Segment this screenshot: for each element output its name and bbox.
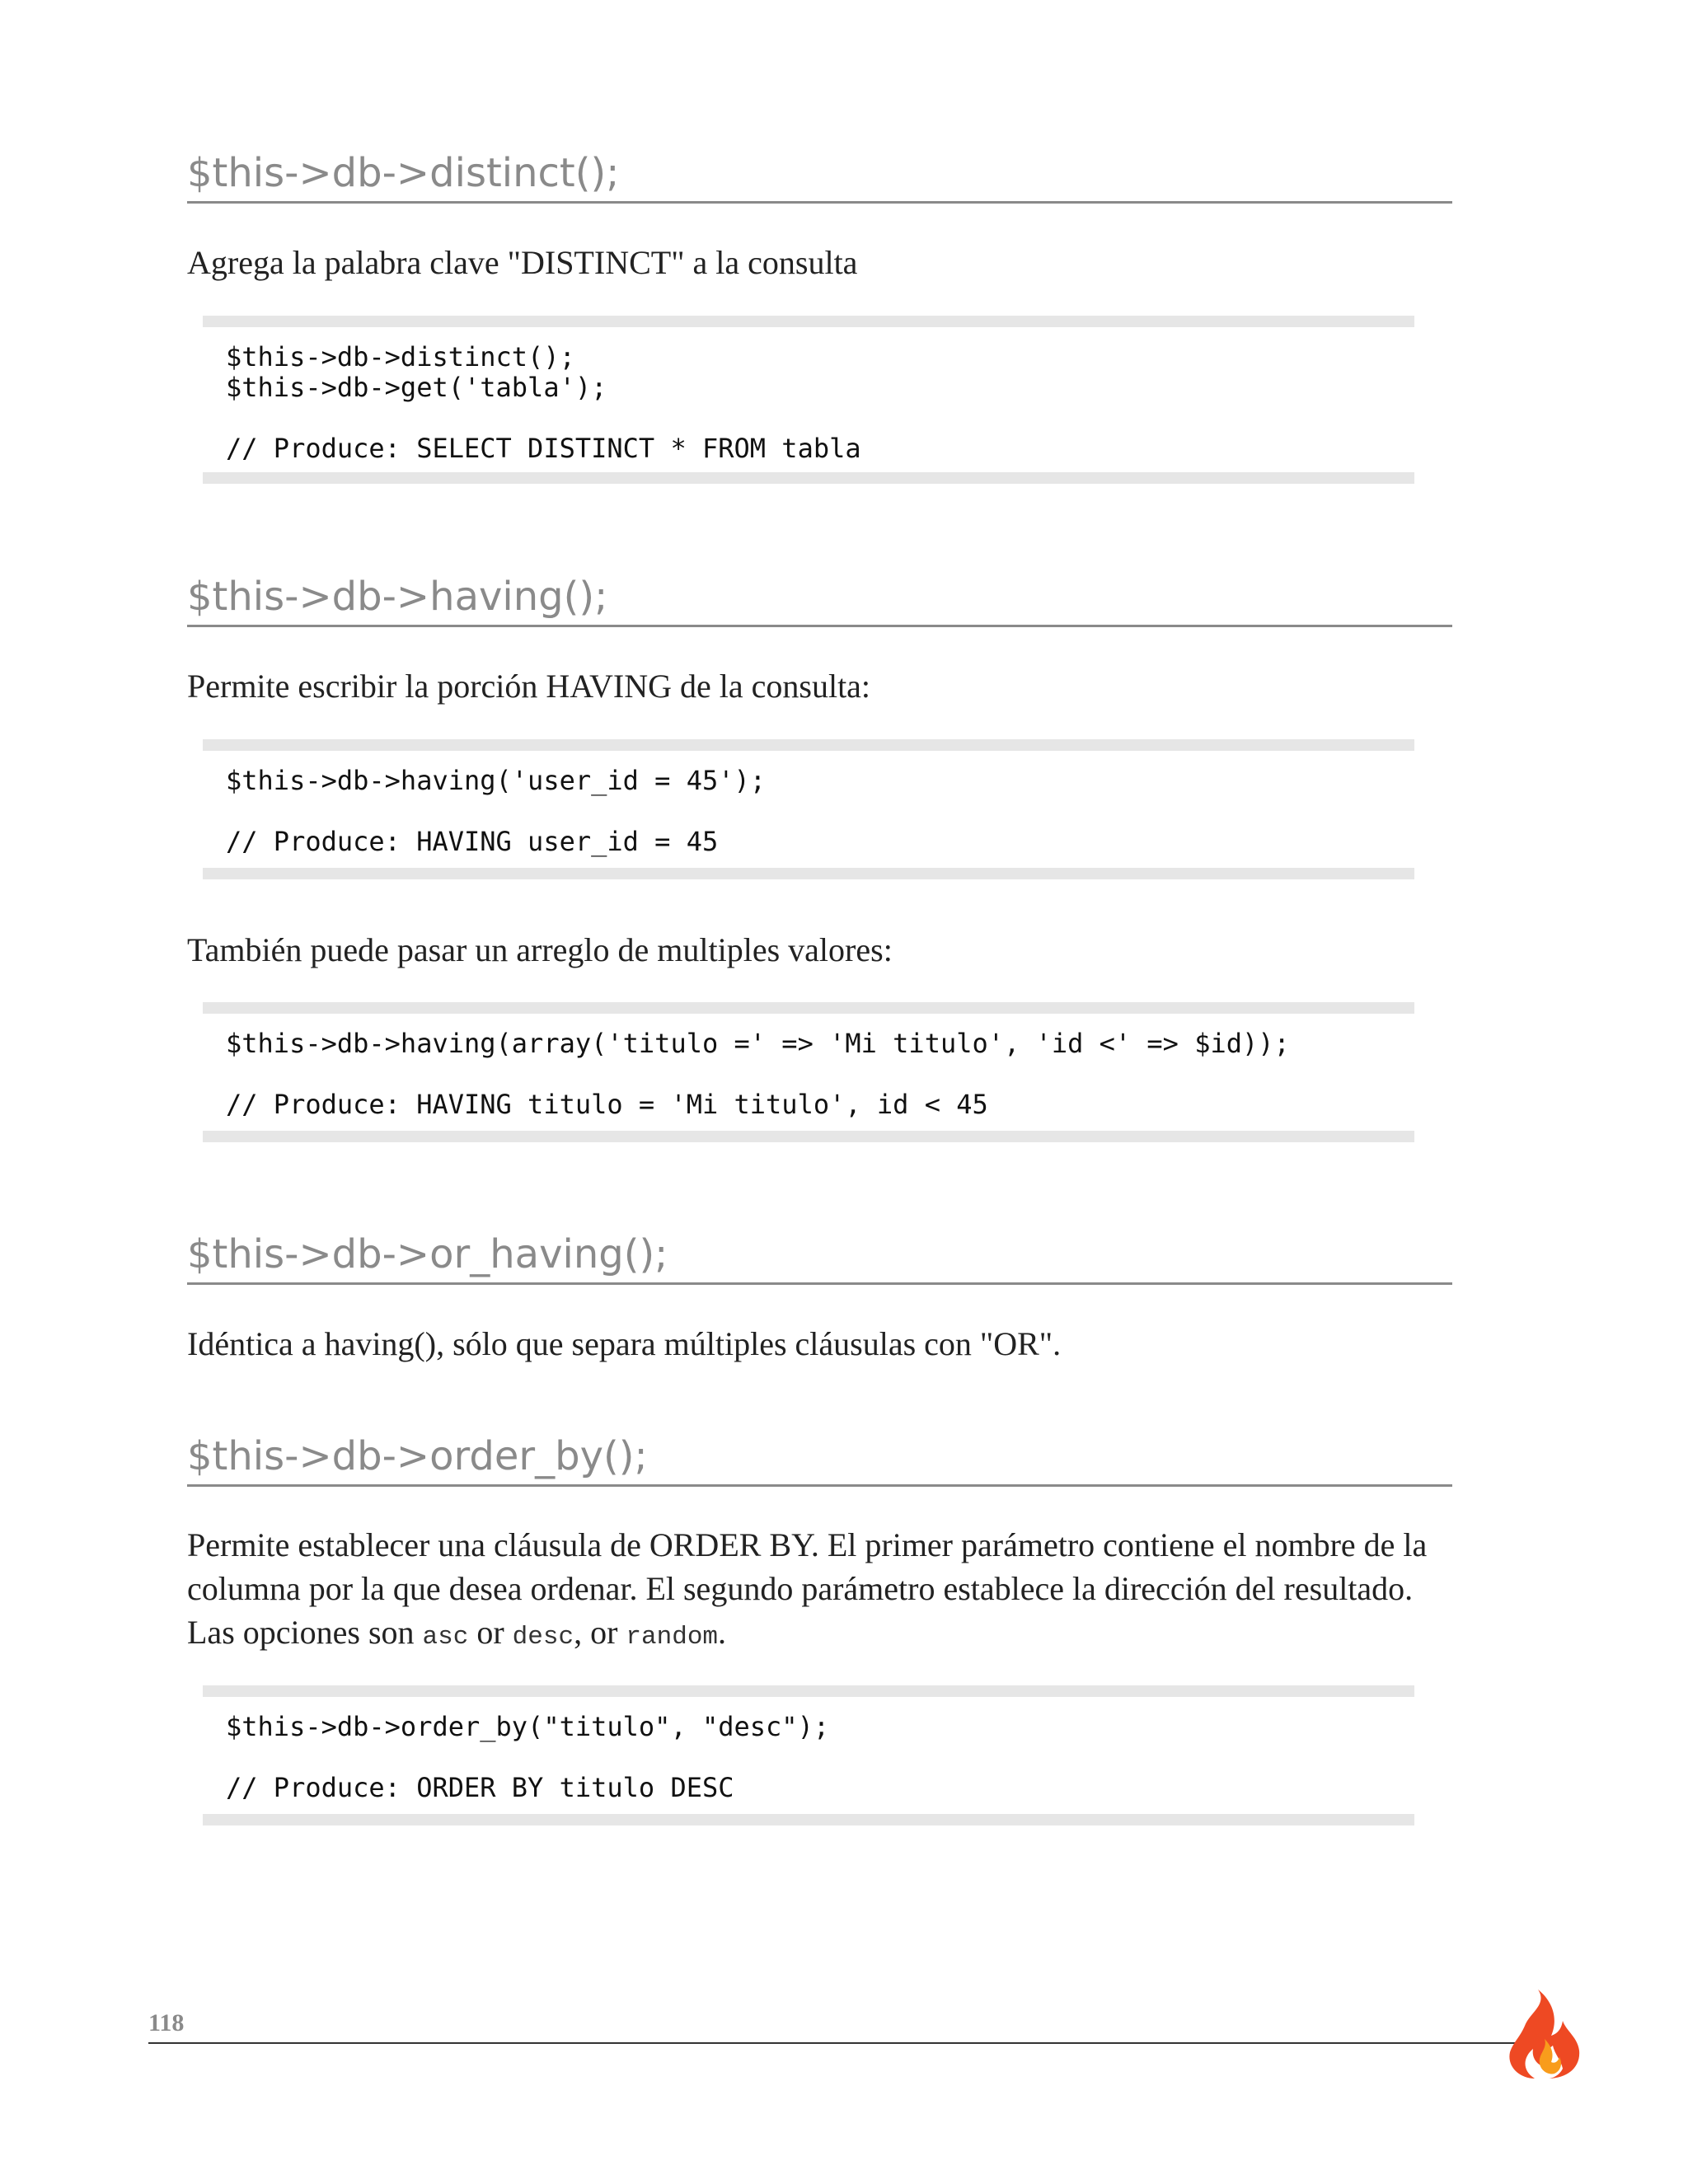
code-line bbox=[226, 1742, 1414, 1773]
code-line: $this->db->order_by("titulo", "desc"); bbox=[226, 1711, 830, 1742]
code-line: // Produce: HAVING titulo = 'Mi titulo', id < 45 bbox=[226, 1089, 988, 1120]
description-text: . bbox=[718, 1614, 727, 1651]
code-block-distinct bbox=[203, 316, 1414, 484]
code-line bbox=[226, 403, 1414, 434]
footer-rule bbox=[148, 2042, 1517, 2044]
code-block-having-2 bbox=[203, 1002, 1414, 1142]
inline-code-random: random bbox=[626, 1623, 719, 1652]
code-line: $this->db->having(array('titulo =' => 'Mi titulo', 'id <' => $id)); bbox=[226, 1028, 1290, 1059]
code-line: $this->db->get('tabla'); bbox=[226, 372, 607, 403]
page-number: 118 bbox=[148, 2009, 185, 2036]
section-description-having: Permite escribir la porción HAVING de la consulta: bbox=[187, 668, 871, 705]
section-heading-or-having: $this->db->or_having(); bbox=[187, 1228, 1452, 1285]
code-block-having-1 bbox=[203, 739, 1414, 879]
code-block-order-by bbox=[203, 1685, 1414, 1825]
section-heading-order-by: $this->db->order_by(); bbox=[187, 1430, 1452, 1487]
section-description-or-having: Idéntica a having(), sólo que separa múltiples cláusulas con "OR". bbox=[187, 1325, 1062, 1362]
code-line: // Produce: HAVING user_id = 45 bbox=[226, 826, 719, 857]
description-text: or bbox=[468, 1614, 513, 1651]
code-line: $this->db->distinct(); bbox=[226, 341, 575, 373]
code-line bbox=[226, 1059, 1414, 1090]
section-description-order-by bbox=[187, 1523, 1456, 1659]
description-text: Permite establecer una cláusula de ORDER BY. El primer parámetro contiene el nombre de la columna por la que desea ordenar. El segundo parámetro establece la dirección del resultado. Las opciones son bbox=[187, 1526, 1428, 1651]
code-line: $this->db->having('user_id = 45'); bbox=[226, 765, 767, 796]
codeigniter-flame-icon bbox=[1505, 1988, 1582, 2080]
inline-code-desc: desc bbox=[512, 1623, 574, 1652]
section-heading-having: $this->db->having(); bbox=[187, 570, 1452, 627]
code-line bbox=[226, 796, 1414, 827]
code-line: // Produce: SELECT DISTINCT * FROM tabla bbox=[226, 433, 861, 464]
description-text: , or bbox=[574, 1614, 626, 1651]
section-description-distinct: Agrega la palabra clave "DISTINCT" a la consulta bbox=[187, 244, 858, 281]
section-heading-distinct: $this->db->distinct(); bbox=[187, 147, 1452, 204]
section-description-having-array: También puede pasar un arreglo de multiples valores: bbox=[187, 931, 893, 968]
code-line: // Produce: ORDER BY titulo DESC bbox=[226, 1772, 734, 1803]
inline-code-asc: asc bbox=[422, 1623, 469, 1652]
